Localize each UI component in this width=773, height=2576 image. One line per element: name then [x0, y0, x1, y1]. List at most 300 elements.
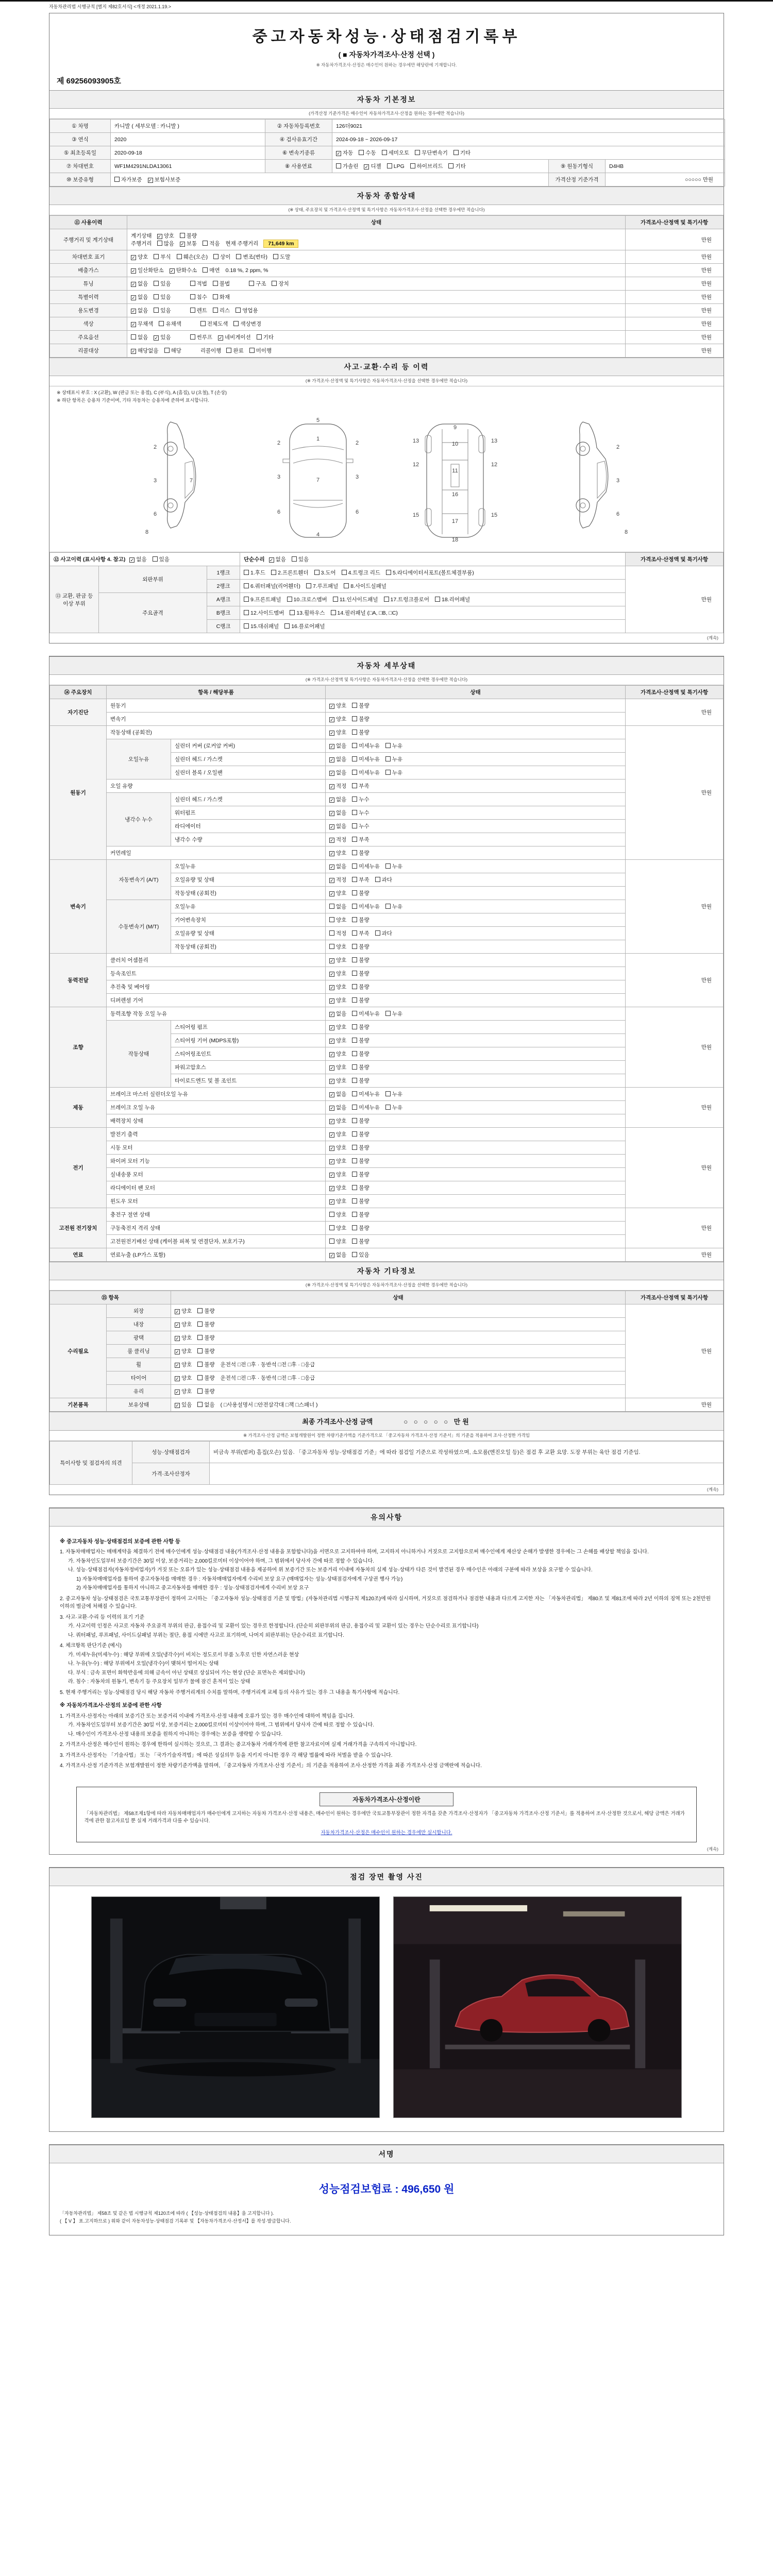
checkbox-checked: ✓ 있음 [154, 334, 171, 341]
checkbox-checked: ✓ 양호 [175, 1362, 192, 1368]
checkbox-icon: ✓ [330, 1025, 334, 1030]
checkbox-icon [329, 1225, 334, 1230]
item-cell: 작동상태 (공회전) [171, 940, 326, 954]
table-header-row [50, 216, 724, 229]
checkbox-unchecked: 매연 [203, 267, 220, 274]
diagram-callout-number: 1 [316, 436, 320, 442]
checkbox-unchecked: 누유 [385, 1011, 402, 1017]
checkbox-icon [352, 783, 357, 788]
checkbox-unchecked: 불량 [197, 1308, 214, 1314]
field-label-car-name: ① 차명 [50, 120, 111, 133]
exchange-label-cell: ⑬ 교환, 판금 등 이상 부위 [50, 566, 99, 633]
detail-row [50, 1195, 724, 1208]
table-row [50, 160, 725, 173]
usage-row-label: 배출가스 [50, 264, 127, 277]
status-cell [326, 1088, 626, 1101]
checkbox-icon [257, 334, 262, 340]
checkbox-icon: ✓ [131, 322, 136, 327]
table-row [50, 304, 724, 317]
checkbox-unchecked: 14.필러패널 (□A, □B, □C) [331, 610, 398, 616]
item-cell: 클러치 어셈블리 [107, 954, 326, 967]
usage-row-label: 리콜대상 [50, 344, 127, 358]
price-cell: 만원 [626, 1128, 724, 1208]
checkbox-unchecked: 불량 [352, 1158, 369, 1164]
status-cell [326, 887, 626, 900]
notice-line: 1) 자동차매매업자를 통하여 중고자동차를 매매한 경우 : 자동차매매업자에게 수리비 보상 요구 (매매업자는 성능·상태점검자에게 구상권 행사 가능) [76, 1576, 403, 1582]
price-cell: 만원 [626, 566, 724, 633]
checkbox-icon: ✓ [131, 255, 136, 260]
table-row [50, 344, 724, 358]
checkbox-unchecked: 불량 [352, 1145, 369, 1151]
checkbox-icon [352, 984, 357, 989]
checkbox-icon [236, 254, 241, 259]
item-cell: 작동상태 (공회전) [171, 887, 326, 900]
notice-line: 3. 사고·교환·수리 등 이력의 표기 기준 [60, 1614, 145, 1620]
notice-line: 4. 체크항목 판단기준 (예시) [60, 1643, 122, 1649]
checkbox-icon [352, 796, 357, 802]
rank-cell: C랭크 [207, 620, 240, 633]
overall-condition-table [49, 215, 724, 358]
item-group-cell: 오일누유 [107, 739, 171, 779]
checkbox-checked: ✓ 보험사보증 [148, 177, 181, 183]
checkbox-icon [244, 623, 249, 629]
diagram-callout-number: 2 [153, 444, 157, 450]
checkbox-unchecked: 있음 [154, 308, 171, 314]
checkbox-unchecked: 적법 [190, 281, 207, 287]
detail-row [50, 793, 724, 806]
column-header-device: ⑭ 주요장치 [50, 686, 107, 699]
checkbox-unchecked: 불량 [352, 1225, 369, 1231]
status-extra-text: 운전석 □전 □후 · 동반석 □전 □후 · □응급 [220, 1362, 315, 1368]
checkbox-unchecked: 불량 [352, 890, 369, 896]
checkbox-icon [197, 1388, 203, 1394]
inspection-photo-front-lift [91, 1896, 380, 2118]
field-value-reg-no: 126더9021 [332, 120, 725, 133]
notice-line: 가. 사고이력 인정은 사고로 자동차 주요골격 부위의 판금, 용접수리 및 교환이 있는 경우로 한정합니다. (단순히 외판부위의 판금, 용접수리 및 교환이 있는 경우는 단순수리로 표기합니다) [68, 1623, 479, 1630]
checkbox-checked: ✓ 네비게이션 [219, 334, 251, 341]
checkbox-icon: ✓ [330, 1079, 334, 1084]
item-cell: 스티어링 기어 (MDPS포함) [171, 1034, 326, 1047]
detail-row [50, 994, 724, 1007]
status-cell [326, 713, 626, 726]
diagram-callout-number: 2 [277, 440, 281, 446]
checkbox-unchecked: 있음 [154, 281, 171, 287]
checkbox-unchecked: 불량 [352, 730, 369, 736]
checkbox-unchecked: 17.트렁크플로어 [384, 597, 429, 603]
diagram-callout-number: 3 [355, 474, 359, 480]
checkbox-unchecked: 하이브리드 [410, 163, 443, 170]
device-group-cell: 원동기 [50, 726, 107, 860]
checkbox-unchecked: 불량 [352, 971, 369, 977]
device-group-cell: 연료 [50, 1248, 107, 1262]
item-cell: 워터펌프 [171, 806, 326, 820]
checkbox-unchecked: 미세누유 [352, 770, 380, 776]
checkbox-unchecked: 없음 [197, 1402, 214, 1408]
checkbox-icon [154, 308, 159, 313]
checkbox-unchecked: 도말 [273, 254, 290, 260]
checkbox-icon [385, 904, 391, 909]
checkbox-icon: ✓ [330, 757, 334, 762]
checkbox-unchecked: 2.프론트휀더 [271, 570, 308, 576]
checkbox-icon: ✓ [175, 1349, 179, 1354]
mileage-value: 71,649 km [263, 240, 298, 248]
status-cell [326, 766, 626, 779]
checkbox-unchecked: 13.휠하우스 [290, 610, 325, 616]
diagram-callout-number: 6 [355, 509, 359, 515]
status-cell [326, 1074, 626, 1088]
checkbox-checked: ✓ 없음 [131, 308, 148, 314]
notice-line: 2) 자동차매매업자를 통하지 아니하고 중고자동차를 매매한 경우 : 성능·상태점검자에게 수리비 보상 요구 [76, 1585, 309, 1591]
checkbox-icon: ✓ [330, 704, 334, 709]
item-cell: 디퍼렌셜 기어 [107, 994, 326, 1007]
diagram-callout-number: 13 [491, 438, 498, 444]
checkbox-checked: ✓ 없음 [330, 1011, 347, 1017]
status-cell [326, 927, 626, 940]
rank-items-cell [240, 593, 626, 606]
device-group-cell: 전기 [50, 1128, 107, 1208]
car-diagram-strip [49, 405, 724, 552]
checkbox-checked: ✓ 양호 [175, 1375, 192, 1381]
opinion-row-appraiser-text [210, 1463, 724, 1485]
item-cell: 작동상태 (공회전) [107, 726, 326, 739]
notice-line: 1. 가격조사·산정자는 아래의 보증기간 또는 보증거리 이내에 가격조사·산정 내용에 오류가 있는 경우 매수인에 대하여 책임을 집니다. [60, 1713, 355, 1719]
notice-line: 1. 자동차매매업자는 매매계약을 체결하기 전에 매수인에게 성능·상태점검 내용(가격조사·산정 내용을 포함합니다)을 서면으로 고지하여야 하며, 고지하지 아니하거나 거짓으로 고지함으로써 매수인에게 재산상 손해가 발생한 경우에는 그 손해를 배상할 책임을 집니다. [60, 1549, 649, 1555]
checkbox-icon: ✓ [180, 242, 184, 247]
photo-strip [49, 1886, 724, 2131]
column-header-price: 가격조사·산정액 및 특기사항 [626, 216, 724, 229]
checkbox-checked: ✓ 없음 [330, 743, 347, 749]
price-cell: 만원 [626, 699, 724, 726]
checkbox-unchecked: 불량 [352, 1064, 369, 1071]
checkbox-icon [342, 570, 347, 575]
field-value-inspection-period: 2024-09-18 ~ 2026-09-17 [332, 133, 725, 146]
checkbox-unchecked: 부족 [352, 783, 369, 789]
field-value-fuel [332, 160, 549, 173]
checkbox-icon [352, 837, 357, 842]
panel-basic-overall-accident [49, 13, 724, 643]
table-row [50, 331, 724, 344]
checkbox-unchecked: 전체도색 [200, 321, 228, 327]
opinion-row-appraiser-label: 가격·조사산정자 [132, 1463, 210, 1485]
checkbox-icon [352, 890, 357, 895]
checkbox-unchecked: 있음 [154, 294, 171, 300]
diagram-callout-number: 11 [452, 468, 458, 474]
checkbox-icon [352, 1212, 357, 1217]
item-cell: 오일 유량 [107, 779, 326, 793]
checkbox-checked: ✓ 양호 [330, 1064, 347, 1071]
checkbox-unchecked: 불량 [197, 1362, 214, 1368]
checkbox-checked: ✓ 양호 [330, 850, 347, 856]
field-label-inspection-period: ④ 검사유효기간 [265, 133, 332, 146]
item-cell: 윈도우 모터 [107, 1195, 326, 1208]
field-label-warranty-type: ⑩ 보증유형 [50, 173, 111, 187]
checkbox-checked: ✓ 양호 [330, 1198, 347, 1205]
panel-notice [49, 1507, 724, 1855]
price-cell: 만원 [626, 229, 724, 250]
accident-history-row [50, 553, 724, 566]
other-row [50, 1345, 724, 1358]
checkbox-checked: ✓ 양호 [175, 1308, 192, 1314]
accident-history-label: ⑫ 사고이력 (표시사항 4. 참고) [54, 556, 126, 563]
checkbox-icon [385, 863, 391, 869]
accident-legend-codes: ※ 상태표시 부호 : X (교환), W (판금 또는 용접), C (부식), A (흠집), U (요철), T (손상) [57, 390, 227, 395]
other-row [50, 1358, 724, 1371]
checkbox-checked: ✓ 없음 [330, 796, 347, 803]
checkbox-icon [344, 583, 349, 588]
checkbox-icon: ✓ [175, 1389, 179, 1395]
car-diagram-bottom-view [398, 413, 512, 547]
other-item-cell: 내장 [107, 1318, 171, 1331]
notice-line: 나. 쿼터패널, 루프패널, 사이드실패널 부위는 절단, 용접 시에만 사고로 표기하며, 나머지 외판부위는 단순수리로 표기합니다. [68, 1632, 344, 1638]
item-cell: 라디에이터 [171, 820, 326, 833]
notice-line: 나. 누유(누수) : 해당 부위에서 오일(냉각수)이 맺혀서 떨어지는 상태 [68, 1661, 219, 1667]
checkbox-icon: ✓ [330, 771, 334, 776]
diagram-callout-number: 9 [453, 425, 457, 431]
accident-history-table [49, 552, 724, 633]
section-title-photos: 점검 장면 촬영 사진 [49, 1868, 724, 1886]
checkbox-unchecked: 양호 [329, 944, 346, 950]
notice-line: 다. 부식 : 금속 표면이 화학반응에 의해 금속이 아닌 상태로 상실되어 가는 현상 (단순 표면녹은 제외합니다) [68, 1670, 305, 1676]
item-cell: 냉각수 수량 [171, 833, 326, 846]
checkbox-icon [352, 1239, 357, 1244]
checkbox-unchecked: 미세누유 [352, 1091, 380, 1097]
checkbox-unchecked: 10.크로스멤버 [287, 597, 327, 603]
usage-row-status [127, 291, 626, 304]
item-cell: 연료누출 (LP가스 포함) [107, 1248, 326, 1262]
checkbox-icon: ✓ [131, 282, 136, 287]
checkbox-checked: ✓ 없음 [130, 556, 147, 563]
checkbox-checked: ✓ 양호 [330, 1158, 347, 1164]
item-cell: 오일유량 및 상태 [171, 873, 326, 887]
checkbox-icon: ✓ [170, 268, 174, 274]
rank-items-cell [240, 566, 626, 580]
checkbox-checked: ✓ 양호 [330, 716, 347, 722]
column-header-state: 상태 [127, 216, 626, 229]
checkbox-icon [352, 1131, 357, 1137]
checkbox-icon [329, 904, 334, 909]
status-cell [171, 1385, 626, 1398]
section-note-basic: (가격산정 기준가격은 매수인이 자동차가격조사·산정을 원하는 경우에만 적습니다) [49, 109, 724, 119]
column-header-item: 항목 / 해당부품 [107, 686, 326, 699]
table-row [50, 1463, 724, 1485]
item-group-cell: 자동변속기 (A/T) [107, 860, 171, 900]
usage-row-label: 용도변경 [50, 304, 127, 317]
other-row [50, 1385, 724, 1398]
notice-line: 나. 매수인이 가격조사·산정 내용의 보증을 원하지 아니하는 경우에는 보증을 생략할 수 있습니다. [68, 1731, 283, 1737]
detail-row [50, 1101, 724, 1114]
checkbox-icon [375, 930, 380, 936]
status-cell [171, 1345, 626, 1358]
field-label-year: ③ 연식 [50, 133, 111, 146]
status-extra-text: ( □사용설명서 □안전삼각대 □잭 □스패너 ) [220, 1402, 318, 1408]
status-cell [326, 753, 626, 766]
status-cell [326, 1034, 626, 1047]
checkbox-icon: ✓ [337, 151, 341, 156]
opinion-row-inspector-text: 비금속 부위(범퍼) 흠집(오손) 있음. 「중고자동차 성능·상태점검 기준」에 따라 점검일 기준으로 작성하였으며, 소모품(엔진오일 등)은 점검 후 교환 요망. 도장 부위는 육안 점검 기준임. [210, 1442, 724, 1463]
rank-cell: B랭크 [207, 606, 240, 620]
usage-row-status [127, 264, 626, 277]
checkbox-icon [352, 1198, 357, 1204]
other-group-cell: 기본품목 [50, 1398, 107, 1412]
checkbox-icon: ✓ [330, 731, 334, 736]
checkbox-checked: ✓ 양호 [330, 1078, 347, 1084]
rank-items-cell [240, 620, 626, 633]
checkbox-unchecked: 적음 [203, 241, 220, 247]
field-label-fuel: ⑧ 사용연료 [265, 160, 332, 173]
definition-box-title: 자동차가격조사·산정이란 [320, 1792, 453, 1806]
checkbox-icon [352, 823, 357, 828]
checkbox-unchecked: 유채색 [159, 321, 181, 327]
checkbox-checked: ✓ 양호 [175, 1321, 192, 1328]
checkbox-icon [180, 233, 185, 238]
field-value-year: 2020 [111, 133, 265, 146]
checkbox-icon [352, 716, 357, 721]
checkbox-icon [329, 1212, 334, 1217]
final-price-amount: ○ ○ ○ ○ ○ 만원 [404, 1418, 471, 1426]
usage-row-status [127, 229, 626, 250]
checkbox-unchecked: 과다 [375, 877, 392, 883]
checkbox-icon [314, 570, 320, 575]
notice-line: 3. 가격조사·산정자는 「기술사법」 또는 「국가기술자격법」에 따른 성실의무 등을 지키지 아니한 경우 각 해당 법률에 따라 처벌을 받을 수 있습니다. [60, 1752, 393, 1758]
detail-condition-table [49, 685, 724, 1262]
status-text: 0.18 %, 2 ppm, % [225, 267, 268, 274]
checkbox-checked: ✓ 양호 [175, 1388, 192, 1395]
checkbox-icon: ✓ [364, 164, 369, 170]
checkbox-unchecked: 불량 [352, 984, 369, 990]
table-row [50, 229, 724, 250]
checkbox-icon [352, 1064, 357, 1070]
status-cell [326, 1141, 626, 1155]
item-cell: 커먼레일 [107, 846, 326, 860]
other-item-cell: 휠 [107, 1358, 171, 1371]
checkbox-unchecked: 부식 [154, 254, 171, 260]
checkbox-icon [385, 1105, 391, 1110]
checkbox-unchecked: 누유 [385, 904, 402, 910]
checkbox-unchecked: 양호 [329, 1239, 346, 1245]
checkbox-icon [352, 1185, 357, 1190]
checkbox-icon: ✓ [330, 1052, 334, 1057]
checkbox-checked: ✓ 없음 [131, 281, 148, 287]
status-cell [326, 1114, 626, 1128]
field-label-reg-no: ② 자동차등록번호 [265, 120, 332, 133]
checkbox-icon [352, 703, 357, 708]
detail-row [50, 860, 724, 873]
status-cell [326, 793, 626, 806]
status-cell [326, 1248, 626, 1262]
checkbox-unchecked: 미세누유 [352, 1011, 380, 1017]
status-cell [171, 1318, 626, 1331]
usage-row-label: 주행거리 및 계기상태 [50, 229, 127, 250]
opinion-row-inspector-label: 성능·상태점검자 [132, 1442, 210, 1463]
checkbox-icon: ✓ [330, 1253, 334, 1258]
checkbox-checked: ✓ 해당없음 [131, 348, 159, 354]
diagram-callout-number: 10 [451, 441, 459, 447]
detail-row [50, 1168, 724, 1181]
inspection-photo-red-car-lift [393, 1896, 682, 2118]
diagram-callout-number: 3 [153, 478, 157, 484]
item-cell: 실린더 커버 (로커암 커버) [171, 739, 326, 753]
checkbox-unchecked: 불량 [352, 944, 369, 950]
checkbox-unchecked: 9.프론트패널 [244, 597, 281, 603]
detail-row [50, 1248, 724, 1262]
notice-heading: ※ 자동차가격조사·산정의 보증에 관한 사항 [60, 1702, 162, 1709]
checkbox-checked: ✓ 양호 [157, 233, 174, 239]
checkbox-icon: ✓ [131, 268, 136, 274]
definition-box-body: 「자동차관리법」 제58조제1항에 따라 자동차매매업자가 매수인에게 고지하는 자동차 가격조사·산정 내용은, 매수인이 원하는 경우에만 국토교통부장관이 정한 자격을 갖춘 가격조사·산정자가 「중고자동차 가격조사·산정 기준서」를 적용하여 조사·산정한 것으로서, 해당 금액은 거래가격에 관한 참고자료일 뿐 실제 거래가격과 다를 수 있습니다. [84, 1810, 685, 1824]
document-number: 제 69256093905호 [57, 77, 121, 86]
checkbox-icon: ✓ [330, 891, 334, 896]
fee-value: 496,650 원 [401, 2183, 455, 2196]
detail-row [50, 699, 724, 713]
basic-info-table [49, 119, 725, 187]
section-title-overall: 자동차 종합상태 [49, 187, 724, 205]
checkbox-icon [435, 597, 440, 602]
inspection-insurance-fee [49, 2163, 724, 2210]
usage-row-status [127, 331, 626, 344]
table-row [50, 173, 725, 187]
checkbox-unchecked: 상이 [213, 254, 230, 260]
checkbox-icon [154, 281, 159, 286]
checkbox-unchecked: 변조(변타) [236, 254, 267, 260]
checkbox-checked: ✓ 적정 [330, 837, 347, 843]
notice-body [49, 1527, 724, 1778]
checkbox-icon: ✓ [130, 557, 135, 563]
rank-cell: 1랭크 [207, 566, 240, 580]
checkbox-icon [352, 1051, 357, 1056]
checkbox-unchecked: 7.루프패널 [306, 583, 338, 589]
checkbox-icon [352, 1172, 357, 1177]
checkbox-icon [203, 241, 208, 246]
checkbox-checked: ✓ 양호 [131, 254, 148, 260]
checkbox-unchecked: 양호 [329, 917, 346, 923]
checkbox-checked: ✓ 없음 [330, 863, 347, 870]
checkbox-unchecked: 15.대쉬패널 [244, 623, 279, 630]
checkbox-unchecked: 있음 [153, 556, 170, 563]
opinion-label: 특이사항 및 점검자의 의견 [50, 1442, 132, 1485]
diagram-callout-number: 7 [189, 478, 193, 484]
item-cell: 실린더 블록 / 오일팬 [171, 766, 326, 779]
checkbox-icon [336, 163, 341, 168]
status-cell [326, 1181, 626, 1195]
checkbox-icon: ✓ [131, 309, 136, 314]
item-cell: 실린더 헤드 / 가스켓 [171, 793, 326, 806]
checkbox-unchecked: 6.쿼터패널(리어휀더) [244, 583, 300, 589]
page-subtitle: ( ■ 자동차가격조사·산정 선택 ) [338, 50, 435, 59]
checkbox-icon [284, 623, 290, 629]
checkbox-unchecked: 영업용 [236, 308, 258, 314]
checkbox-checked: ✓ 적정 [330, 877, 347, 883]
item-cell: 오일누유 [171, 860, 326, 873]
checkbox-checked: ✓ 없음 [330, 1105, 347, 1111]
checkbox-checked: ✓ 양호 [330, 1185, 347, 1191]
checkbox-unchecked: 훼손(오손) [177, 254, 208, 260]
price-cell: 만원 [626, 250, 724, 264]
item-cell: 고전원전기배선 상태 (케이블 피복 및 연결단자, 보호기구) [107, 1235, 326, 1248]
usage-row-status [127, 250, 626, 264]
checkbox-icon: ✓ [330, 798, 334, 803]
checkbox-unchecked: 미세누유 [352, 863, 380, 870]
diagram-callout-number: 3 [616, 478, 620, 484]
diagram-callout-number: 13 [412, 438, 419, 444]
item-cell: 파워고압호스 [171, 1061, 326, 1074]
detail-row [50, 1021, 724, 1034]
checkbox-unchecked: 16.플로어패널 [284, 623, 325, 630]
item-cell: 배력장치 상태 [107, 1114, 326, 1128]
simple-repair-cell [240, 553, 626, 566]
field-value-vin: WF1M4291NLDA13061 [111, 160, 265, 173]
field-label-transmission: ⑥ 변속기종류 [265, 146, 332, 160]
legal-line-1: 「자동차관리법」 제58조 및 같은 법 시행규칙 제120조에 따라 ( 【성능·상태점검의 내용】을 고지합니다 ). [60, 2211, 274, 2216]
